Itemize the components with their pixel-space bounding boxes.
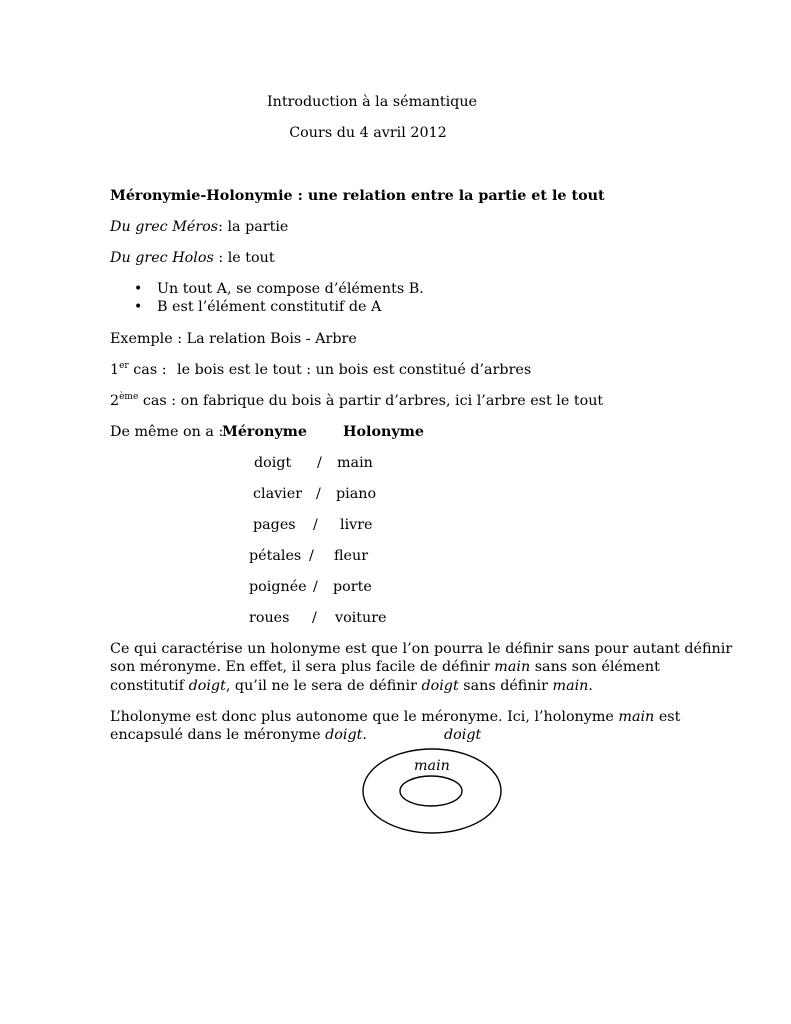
italic-word: doigt	[325, 727, 363, 743]
meros-label: Du grec Méros	[110, 219, 219, 235]
meronym-word: pages	[253, 517, 296, 533]
case-1-text: le bois est le tout : un bois est constitué d’arbres	[177, 362, 532, 378]
example-line: Exemple : La relation Bois - Arbre	[110, 331, 357, 347]
text-span: L’holonyme est donc plus autonome que le méronyme. Ici, l’holonyme	[110, 709, 619, 725]
holonym-word: porte	[333, 579, 372, 595]
case-2-number: 2	[110, 393, 120, 409]
bullet-item: Un tout A, se compose d’éléments B.	[157, 281, 424, 297]
section-heading: Méronymie-Holonymie : une relation entre la partie et le tout	[110, 188, 605, 204]
holonym-word: main	[337, 455, 373, 471]
holonym-word: voiture	[335, 610, 387, 626]
meros-def: : la partie	[218, 219, 289, 235]
document-title: Introduction à la sémantique	[266, 94, 478, 110]
text-span: , qu’il ne le sera de définir	[225, 678, 422, 694]
case-2-text: cas : on fabrique du bois à partir d’arbres, ici l’arbre est le tout	[138, 393, 604, 409]
meronym-word: poignée	[249, 579, 307, 595]
case-1-cas: cas :	[128, 362, 167, 378]
text-span: .	[588, 678, 593, 694]
italic-word: main	[552, 678, 589, 694]
case-1-number: 1	[110, 362, 120, 378]
holos-label: Du grec Holos	[110, 250, 214, 266]
bullet-icon: •	[134, 281, 143, 297]
italic-word: main	[618, 709, 655, 725]
document-date: Cours du 4 avril 2012	[289, 125, 447, 141]
meronym-word: clavier	[253, 486, 303, 502]
de-meme-label: De même on a :	[110, 424, 224, 440]
text-span: .	[362, 727, 367, 743]
text-span: constitutif	[110, 678, 189, 694]
pair-separator: /	[317, 455, 322, 471]
diagram-outer-label: doigt	[444, 727, 482, 743]
diagram-inner-label: main	[414, 758, 450, 774]
column-header-holonyme: Holonyme	[343, 424, 424, 440]
italic-word: doigt	[188, 678, 226, 694]
bullet-icon: •	[134, 299, 143, 315]
meronym-word: pétales	[249, 548, 302, 564]
pair-separator: /	[312, 610, 317, 626]
pair-separator: /	[313, 579, 318, 595]
meronym-word: doigt	[254, 455, 292, 471]
italic-word: doigt	[421, 678, 459, 694]
text-span: sans son élément	[530, 659, 660, 675]
meronym-word: roues	[249, 610, 290, 626]
paragraph-1-line-1: Ce qui caractérise un holonyme est que l’on pourra le définir sans pour autant définir	[110, 641, 733, 657]
holonym-word: livre	[340, 517, 373, 533]
text-span: son méronyme. En effet, il sera plus facile de définir	[110, 659, 495, 675]
pair-separator: /	[316, 486, 321, 502]
bullet-item: B est l’élément constitutif de A	[157, 299, 382, 315]
holonym-word: fleur	[334, 548, 369, 564]
text-span: sans définir	[458, 678, 553, 694]
holonym-word: piano	[336, 486, 377, 502]
inner-ellipse	[400, 776, 462, 806]
case-2-superscript: ème	[119, 392, 139, 402]
holos-def: : le tout	[213, 250, 275, 266]
pair-separator: /	[313, 517, 318, 533]
column-header-meronyme: Méronyme	[222, 424, 307, 440]
text-span: est	[654, 709, 681, 725]
text-span: encapsulé dans le méronyme	[110, 727, 326, 743]
pair-separator: /	[309, 548, 314, 564]
case-1-superscript: er	[119, 361, 129, 371]
italic-word: main	[494, 659, 531, 675]
